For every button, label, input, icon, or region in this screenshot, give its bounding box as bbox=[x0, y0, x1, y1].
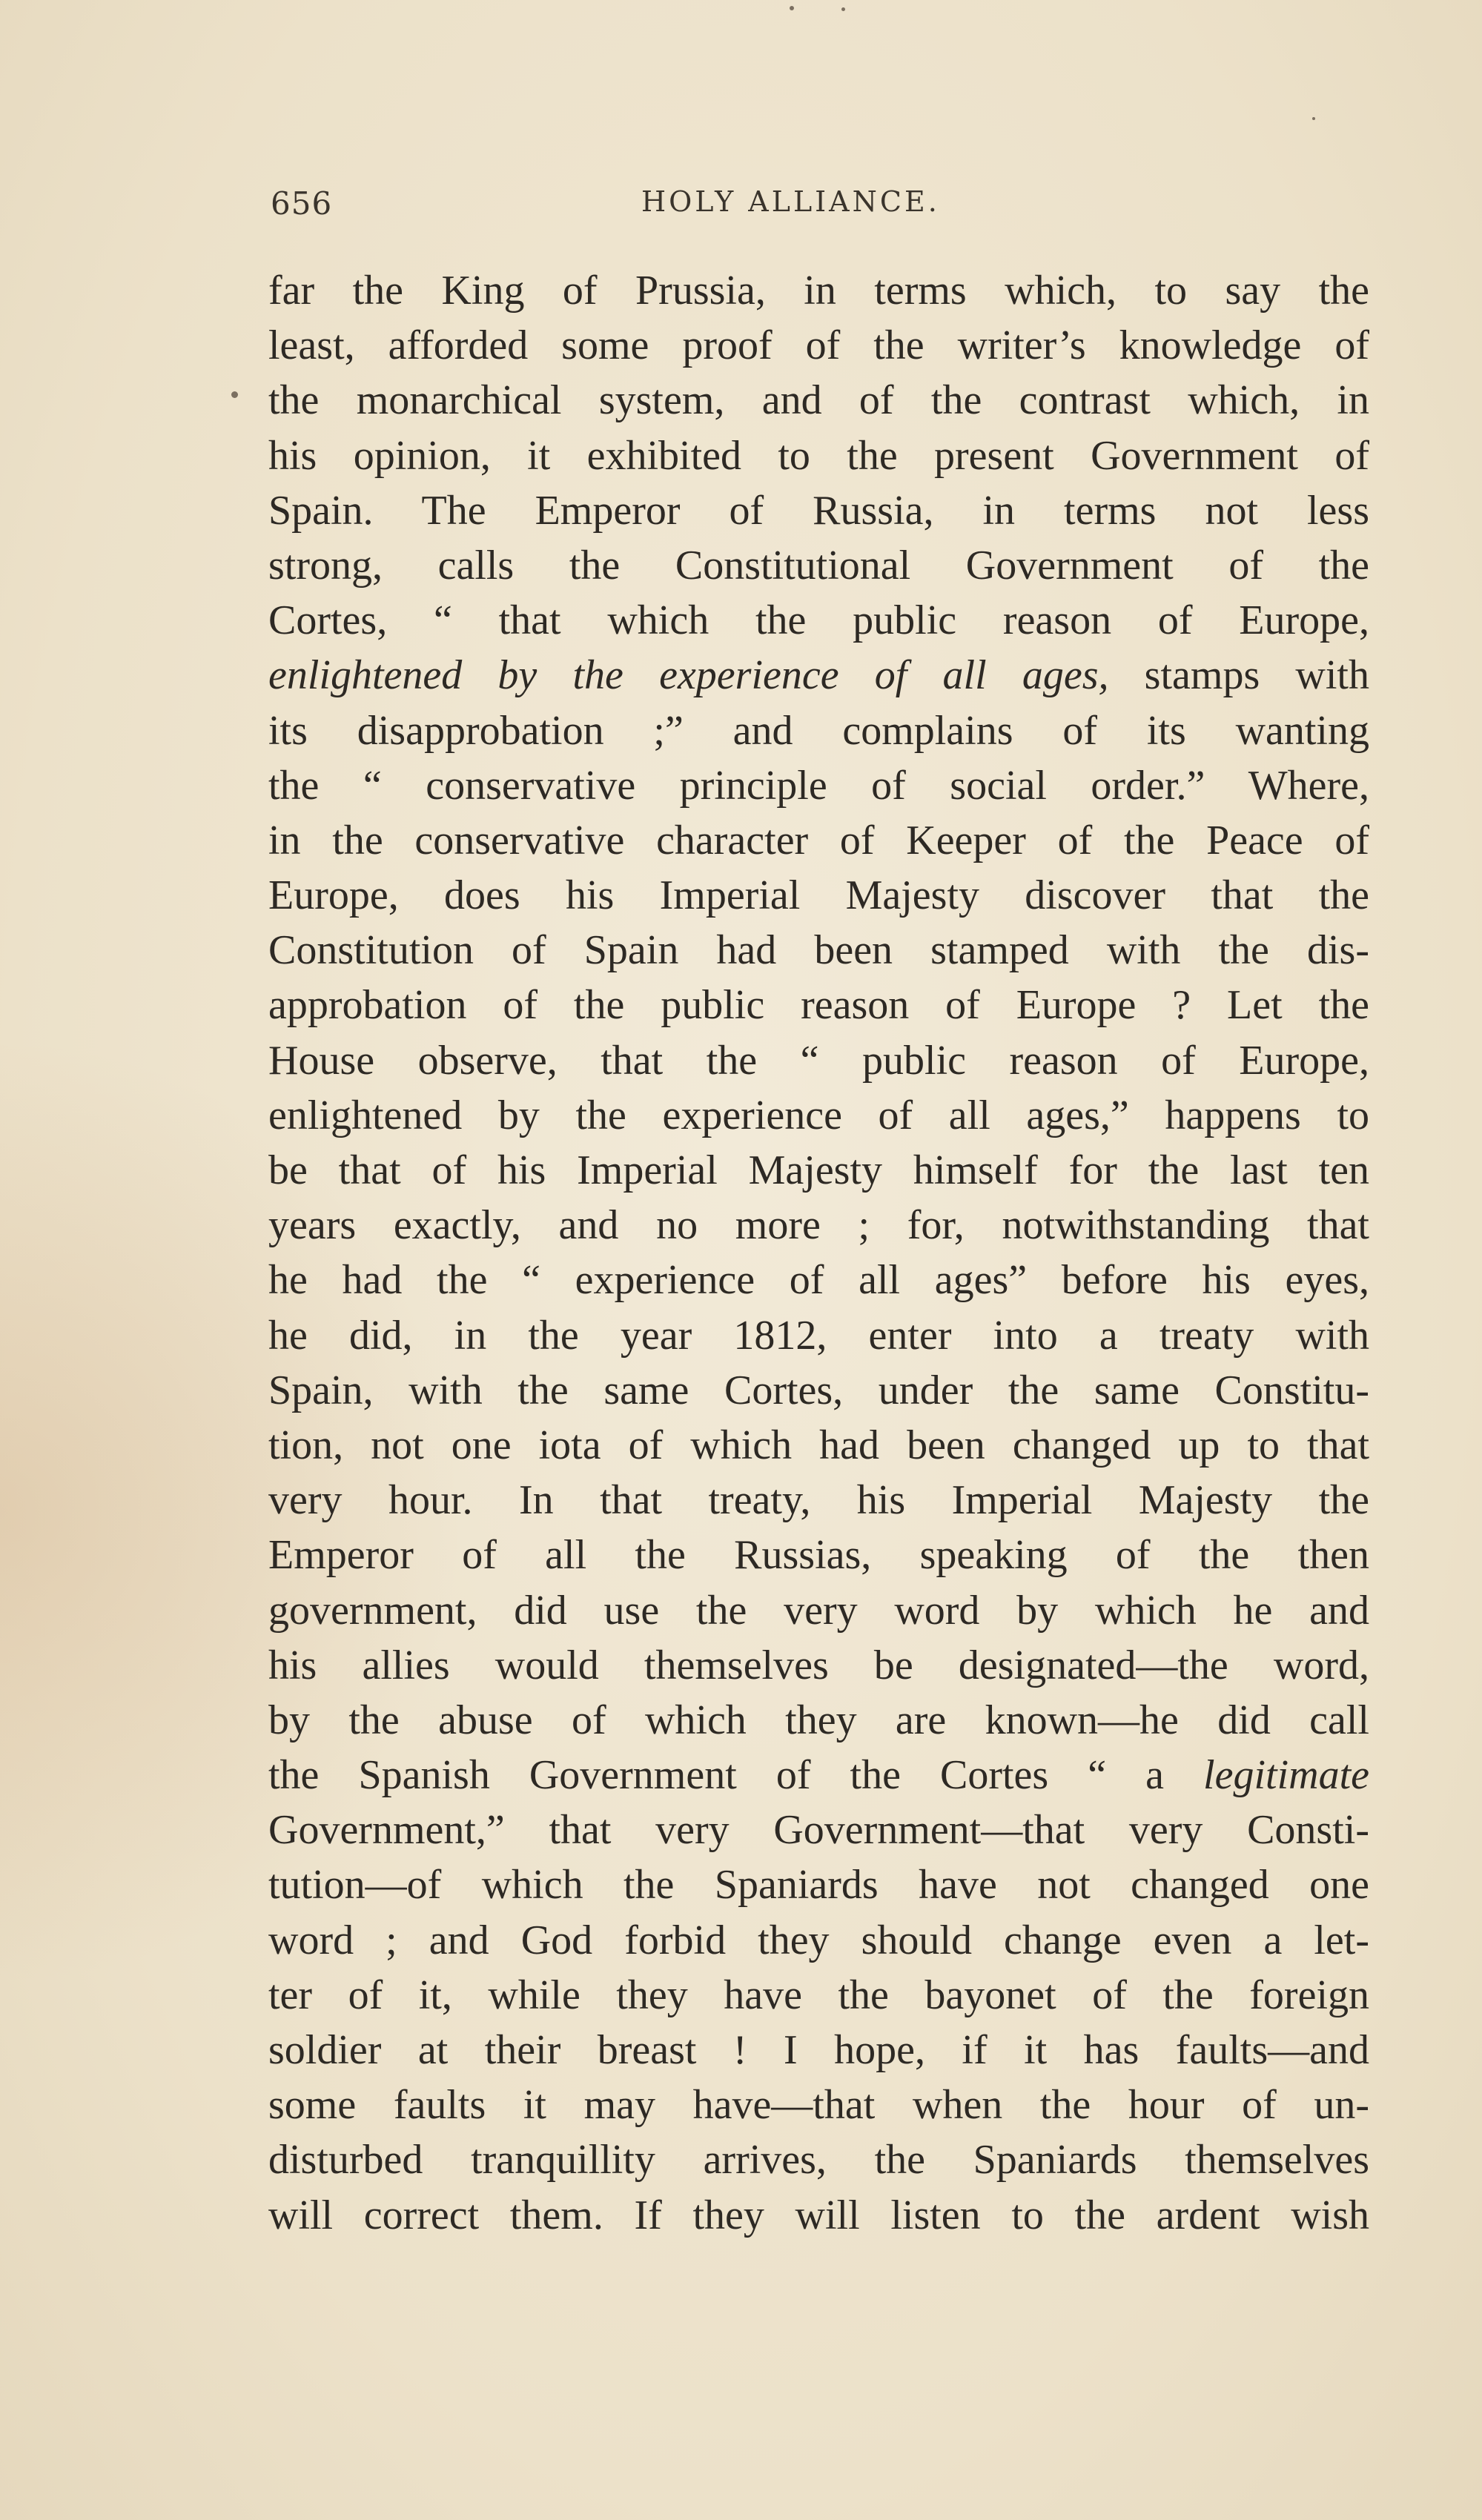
text-line: the “ conservative principle of social order.” Where, bbox=[268, 762, 1369, 809]
text-line: ter of it, while they have the bayonet of the foreign bbox=[268, 1972, 1369, 2018]
paper-speck bbox=[841, 7, 845, 11]
text-line: he had the “ experience of all ages” before his eyes, bbox=[268, 1257, 1369, 1304]
text-line: approbation of the public reason of Europe ? Let the bbox=[268, 982, 1369, 1029]
text-line: soldier at their breast ! I hope, if it has faults—and bbox=[268, 2027, 1369, 2073]
text-line: will correct them. If they will listen to the ardent wish bbox=[268, 2192, 1369, 2238]
text-line: tion, not one iota of which had been changed up to that bbox=[268, 1422, 1369, 1468]
text-line: strong, calls the Constitutional Government of the bbox=[268, 542, 1369, 588]
text-line: Emperor of all the Russias, speaking of the then bbox=[268, 1532, 1369, 1579]
text-line: the monarchical system, and of the contrast which, in bbox=[268, 377, 1369, 424]
line-remainder: stamps with bbox=[1108, 652, 1369, 699]
text-line: he did, in the year 1812, enter into a treaty with bbox=[268, 1312, 1369, 1359]
running-head bbox=[271, 185, 1056, 230]
italic-phrase: enlightened by the experience of all ages, bbox=[268, 652, 1109, 699]
text-line: Spain, with the same Cortes, under the same Constitu- bbox=[268, 1367, 1369, 1413]
text-line: tution—of which the Spaniards have not changed one bbox=[268, 1862, 1369, 1909]
paper-speck bbox=[1312, 117, 1315, 120]
text-line: Constitution of Spain had been stamped with the dis- bbox=[268, 927, 1369, 974]
text-line: his opinion, it exhibited to the present Government of bbox=[268, 432, 1369, 479]
text-line-with-italic bbox=[268, 648, 1369, 703]
text-line: least, afforded some proof of the writer’s knowledge of bbox=[268, 322, 1369, 369]
text-line: Government,” that very Government—that very Consti- bbox=[268, 1807, 1369, 1854]
text-line: be that of his Imperial Majesty himself for the last ten bbox=[268, 1147, 1369, 1193]
text-line: by the abuse of which they are known—he did call bbox=[268, 1697, 1369, 1743]
line-lead: the Spanish Government of the Cortes “ a bbox=[268, 1752, 1204, 1799]
text-line: enlightened by the experience of all ages,” happens to bbox=[268, 1092, 1369, 1138]
text-line: Cortes, “ that which the public reason of Europe, bbox=[268, 597, 1369, 644]
text-line: in the conservative character of Keeper of the Peace of bbox=[268, 817, 1369, 863]
text-line: some faults it may have—that when the hour of un- bbox=[268, 2082, 1369, 2129]
text-line: government, did use the very word by which he and bbox=[268, 1587, 1369, 1634]
text-line: House observe, that the “ public reason of Europe, bbox=[268, 1037, 1369, 1084]
italic-word: legitimate bbox=[1203, 1752, 1369, 1799]
body-text bbox=[268, 263, 1369, 2243]
text-line: Spain. The Emperor of Russia, in terms not less bbox=[268, 487, 1369, 534]
text-line: its disapprobation ;” and complains of its wanting bbox=[268, 707, 1369, 754]
paper-speck bbox=[790, 6, 794, 10]
text-line-with-italic bbox=[268, 1748, 1369, 1803]
paper-speck bbox=[231, 391, 238, 398]
text-line: very hour. In that treaty, his Imperial Majesty the bbox=[268, 1477, 1369, 1524]
page-number: 656 bbox=[271, 185, 333, 222]
text-line: Europe, does his Imperial Majesty discover that the bbox=[268, 872, 1369, 919]
text-line: far the King of Prussia, in terms which, to say the bbox=[268, 268, 1369, 314]
text-line: his allies would themselves be designated—the word, bbox=[268, 1642, 1369, 1688]
text-line: disturbed tranquillity arrives, the Spaniards themselves bbox=[268, 2137, 1369, 2184]
running-title: HOLY ALLIANCE. bbox=[641, 185, 940, 218]
text-line: word ; and God forbid they should change even a let- bbox=[268, 1917, 1369, 1963]
text-line: years exactly, and no more ; for, notwithstanding that bbox=[268, 1202, 1369, 1249]
